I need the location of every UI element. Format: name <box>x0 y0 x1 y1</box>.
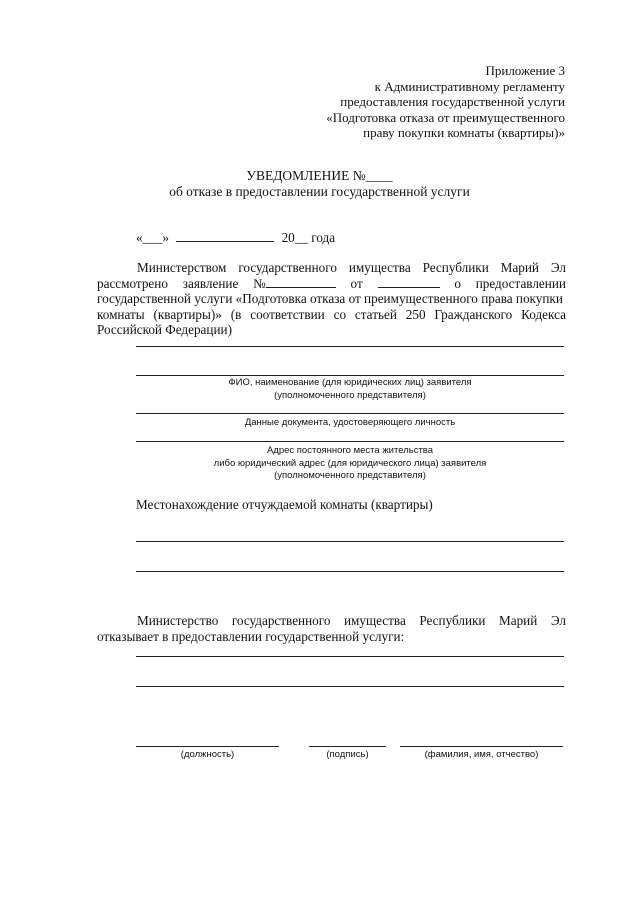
number-sign: № <box>253 275 266 291</box>
text-word: соответствии <box>250 306 325 322</box>
applicant-line <box>136 375 564 376</box>
date-year: 20__ года <box>281 230 336 245</box>
appendix-line: праву покупки комнаты (квартиры)» <box>363 125 565 140</box>
appendix-line: к Административному регламенту <box>374 78 565 94</box>
text-line: Российской Федерации) <box>97 322 232 337</box>
appendix-header <box>326 63 565 141</box>
text-word: государственного <box>238 260 337 275</box>
text-line: государственной услуги «Подготовка отказа от преимущественного права покупки <box>97 291 563 306</box>
caption-line: либо юридический адрес (для юридического лица) заявителя <box>213 457 487 469</box>
document-line <box>136 413 564 414</box>
location-line <box>136 541 564 542</box>
caption-line: ФИО, наименование (для юридических лиц) заявителя <box>228 377 472 388</box>
text-word: статьей <box>354 306 397 322</box>
text-word: (в <box>230 306 242 322</box>
application-number-blank <box>266 276 336 288</box>
caption-line: Адрес постоянного места жительства <box>266 445 434 456</box>
text-word: Министерство <box>137 613 219 628</box>
text-word: имущества <box>343 613 406 628</box>
text-word: Кодекса <box>521 306 566 322</box>
name-line <box>400 746 563 747</box>
text-word: Марий <box>500 260 539 275</box>
text-word: предоставлении <box>475 275 566 291</box>
document-title: УВЕДОМЛЕНИЕ №____ <box>246 168 393 183</box>
caption-line: (уполномоченного представителя) <box>274 389 426 401</box>
date-line <box>136 230 335 246</box>
text-word: (квартиры)» <box>153 306 222 322</box>
appendix-number: Приложение 3 <box>485 63 565 78</box>
location-line <box>136 571 564 572</box>
refusal-paragraph <box>97 613 566 644</box>
text-word: 250 <box>405 306 426 322</box>
fio-caption <box>136 377 564 402</box>
application-number-field <box>253 276 336 292</box>
text-word: государственного <box>231 613 331 628</box>
signature-line <box>309 746 386 747</box>
document-caption: Данные документа, удостоверяющего личность <box>244 417 456 428</box>
application-date-blank <box>378 276 440 288</box>
text-word: заявление <box>182 275 239 291</box>
text-word: Марий <box>499 613 538 628</box>
text-word: имущества <box>348 260 411 275</box>
text-line: отказывает в предоставлении государственной услуги: <box>97 628 405 644</box>
address-line <box>136 441 564 442</box>
date-month-blank <box>176 230 274 242</box>
refusal-reason-line <box>136 686 564 687</box>
text-word: комнаты <box>97 306 145 322</box>
appendix-line: «Подготовка отказа от преимущественного <box>326 109 565 125</box>
appendix-line: предоставления государственной услуги <box>340 94 565 109</box>
statement-paragraph <box>97 260 566 338</box>
refusal-reason-line <box>136 656 564 657</box>
text-word: рассмотрено <box>97 275 168 291</box>
text-word: о <box>454 275 461 291</box>
text-word: Республики <box>422 260 489 275</box>
text-word: Эл <box>550 260 566 275</box>
text-word: Республики <box>419 613 486 628</box>
name-caption: (фамилия, имя, отчество) <box>424 749 539 760</box>
signature-caption: (подпись) <box>326 749 369 760</box>
text-word: со <box>333 306 347 322</box>
address-caption <box>136 445 564 483</box>
text-word: Эл <box>550 613 566 628</box>
applicant-line <box>136 346 564 347</box>
text-word: от <box>350 275 363 291</box>
position-line <box>136 746 279 747</box>
caption-line: (уполномоченного представителя) <box>274 470 426 481</box>
date-day: «___» <box>136 230 169 245</box>
position-caption: (должность) <box>180 749 235 760</box>
text-word: Гражданского <box>434 306 513 322</box>
text-word: Министерством <box>137 260 227 275</box>
location-label: Местонахождение отчуждаемой комнаты (квартиры) <box>136 497 433 512</box>
document-subtitle: об отказе в предоставлении государственной услуги <box>169 184 470 199</box>
